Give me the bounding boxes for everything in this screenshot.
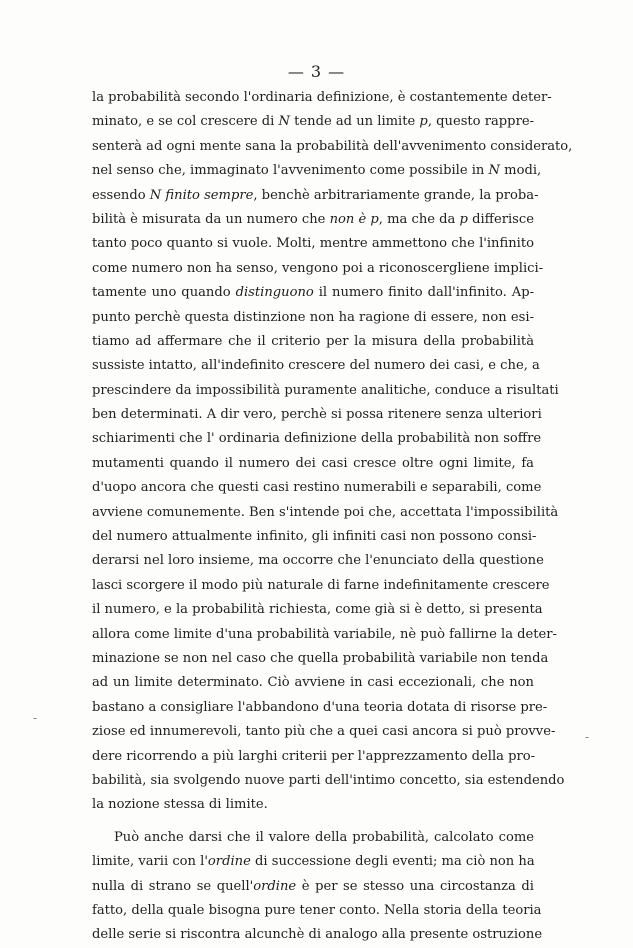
paragraph-2 <box>92 826 543 948</box>
text-line: babilità, sia svolgendo nuove parti dell'intimo concetto, sia estendendo <box>92 772 565 788</box>
text-line: ben determinati. A dir vero, perchè si possa ritenere senza ulteriori <box>92 407 542 423</box>
text-line: allora come limite d'una probabilità variabile, nè può fallirne la deter- <box>92 626 557 642</box>
text-line: ziose ed innumerevoli, tanto più che a quei casi ancora si può provve- <box>92 724 556 740</box>
body-text <box>92 86 573 948</box>
text-line: avviene comunemente. Ben s'intende poi che, accettata l'impossibilità <box>92 504 559 520</box>
text-line: la nozione stessa di limite. <box>92 797 268 813</box>
text-line: tamente uno quando distinguono il numero finito dall'infinito. Ap- <box>92 285 534 301</box>
text-line: nulla di strano se quell'ordine è per se stesso una circostanza di <box>92 878 534 894</box>
text-line: tanto poco quanto si vuole. Molti, mentre ammettono che l'infinito <box>92 236 534 252</box>
paragraph-gap <box>92 818 534 826</box>
text-line: mutamenti quando il numero dei casi cresce oltre ogni limite, fa <box>92 455 534 471</box>
margin-mark-left: - <box>33 711 38 725</box>
text-line: del numero attualmente infinito, gli infiniti casi non possono consi- <box>92 529 537 545</box>
text-line: essendo N finito sempre, benchè arbitrariamente grande, la proba- <box>92 187 539 203</box>
text-line: limite, varii con l'ordine di successione degli eventi; ma ciò non ha <box>92 854 535 870</box>
text-line: tiamo ad affermare che il criterio per la misura della probabilità <box>92 333 534 349</box>
page-number: — 3 — <box>287 62 346 81</box>
text-line: delle serie si riscontra alcunchè di analogo alla presente ostruzione <box>92 927 543 943</box>
text-line: d'uopo ancora che questi casi restino numerabili e separabili, come <box>92 480 542 496</box>
text-line: Può anche darsi che il valore della probabilità, calcolato come <box>114 829 534 845</box>
text-line: lasci scorgere il modo più naturale di farne indefinitamente crescere <box>92 577 550 593</box>
text-line: bilità è misurata da un numero che non è p, ma che da p differisce <box>92 211 534 227</box>
text-line: senterà ad ogni mente sana la probabilità dell'avvenimento considerato, <box>92 138 573 154</box>
text-line: minato, e se col crescere di N tende ad un limite p, questo rappre- <box>92 114 534 130</box>
text-line: ad un limite determinato. Ciò avviene in casi eccezionali, che non <box>92 675 534 691</box>
text-line: sussiste intatto, all'indefinito crescere del numero dei casi, e che, a <box>92 358 540 374</box>
text-line: minazione se non nel caso che quella probabilità variabile non tenda <box>92 650 549 666</box>
paragraph-1 <box>92 86 573 818</box>
text-line: come numero non ha senso, vengono poi a riconoscergliene implici- <box>92 260 544 276</box>
text-line: dere ricorrendo a più larghi criterii per l'apprezzamento della pro- <box>92 748 536 764</box>
text-line: schiarimenti che l' ordinaria definizione della probabilità non soffre <box>92 431 542 447</box>
text-line: derarsi nel loro insieme, ma occorre che l'enunciato della questione <box>92 553 544 569</box>
text-line: punto perchè questa distinzione non ha ragione di essere, non esi- <box>92 309 534 325</box>
text-line: il numero, e la probabilità richiesta, come già si è detto, si presenta <box>92 602 543 618</box>
text-line: prescindere da impossibilità puramente analitiche, conduce a risultati <box>92 382 559 398</box>
text-line: fatto, della quale bisogna pure tener conto. Nella storia della teoria <box>92 902 542 918</box>
text-line: la probabilità secondo l'ordinaria definizione, è costantemente deter- <box>92 90 552 105</box>
text-line: bastano a consigliare l'abbandono d'una teoria dotata di risorse pre- <box>92 699 548 715</box>
margin-mark-right: - <box>585 730 590 744</box>
text-line: nel senso che, immaginato l'avvenimento come possibile in N modi, <box>92 163 542 179</box>
